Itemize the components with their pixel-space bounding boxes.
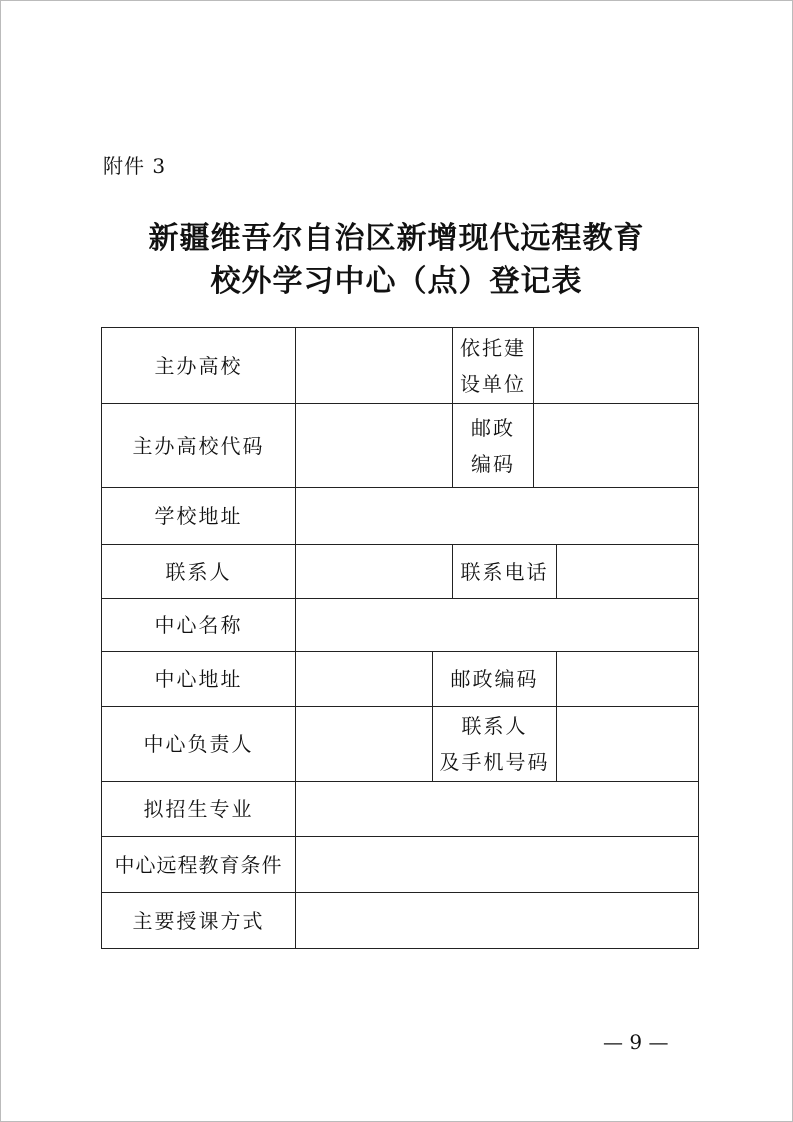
form-title-line-2: 校外学习中心（点）登记表	[210, 264, 583, 299]
field-center-postcode[interactable]	[556, 651, 699, 707]
field-contact-mobile[interactable]	[556, 706, 699, 782]
field-contact-person[interactable]	[295, 544, 453, 599]
label-contact-mobile	[432, 706, 557, 782]
field-host-institution[interactable]	[533, 327, 699, 404]
form-title-line-1: 新疆维吾尔自治区新增现代远程教育	[148, 221, 645, 256]
label-center-name: 中心名称	[101, 598, 296, 652]
label-contact-phone: 联系电话	[452, 544, 557, 599]
label-host-institution	[452, 327, 534, 404]
attachment-label: 附件 3	[103, 154, 167, 178]
label-center-address: 中心地址	[101, 651, 296, 707]
label-host-institution-line2: 设单位	[460, 371, 526, 396]
label-contact-mobile-line1: 联系人	[461, 714, 528, 738]
field-postcode[interactable]	[533, 403, 699, 488]
field-host-university[interactable]	[295, 327, 453, 404]
label-school-address: 学校地址	[101, 487, 296, 545]
label-center-postcode: 邮政编码	[432, 651, 557, 707]
page-number: — 9 —	[603, 1030, 669, 1054]
field-contact-phone[interactable]	[556, 544, 699, 599]
field-teaching-mode[interactable]	[295, 892, 699, 949]
field-center-head[interactable]	[295, 706, 433, 782]
label-teaching-mode: 主要授课方式	[101, 892, 296, 949]
field-distance-conditions[interactable]	[295, 836, 699, 893]
label-postcode	[452, 403, 534, 488]
field-center-name[interactable]	[295, 598, 699, 652]
field-school-address[interactable]	[295, 487, 699, 545]
label-distance-conditions: 中心远程教育条件	[101, 836, 296, 893]
field-planned-majors[interactable]	[295, 781, 699, 837]
label-center-head: 中心负责人	[101, 706, 296, 782]
label-host-university-code: 主办高校代码	[101, 403, 296, 488]
label-planned-majors: 拟招生专业	[101, 781, 296, 837]
label-postcode-line1: 邮政	[471, 415, 515, 440]
label-host-university: 主办高校	[101, 327, 296, 404]
field-center-address[interactable]	[295, 651, 433, 707]
label-contact-person: 联系人	[101, 544, 296, 599]
label-contact-mobile-line2: 及手机号码	[439, 750, 550, 774]
label-host-institution-line1: 依托建	[460, 335, 526, 360]
label-postcode-line2: 编码	[471, 451, 515, 476]
field-host-university-code[interactable]	[295, 403, 453, 488]
